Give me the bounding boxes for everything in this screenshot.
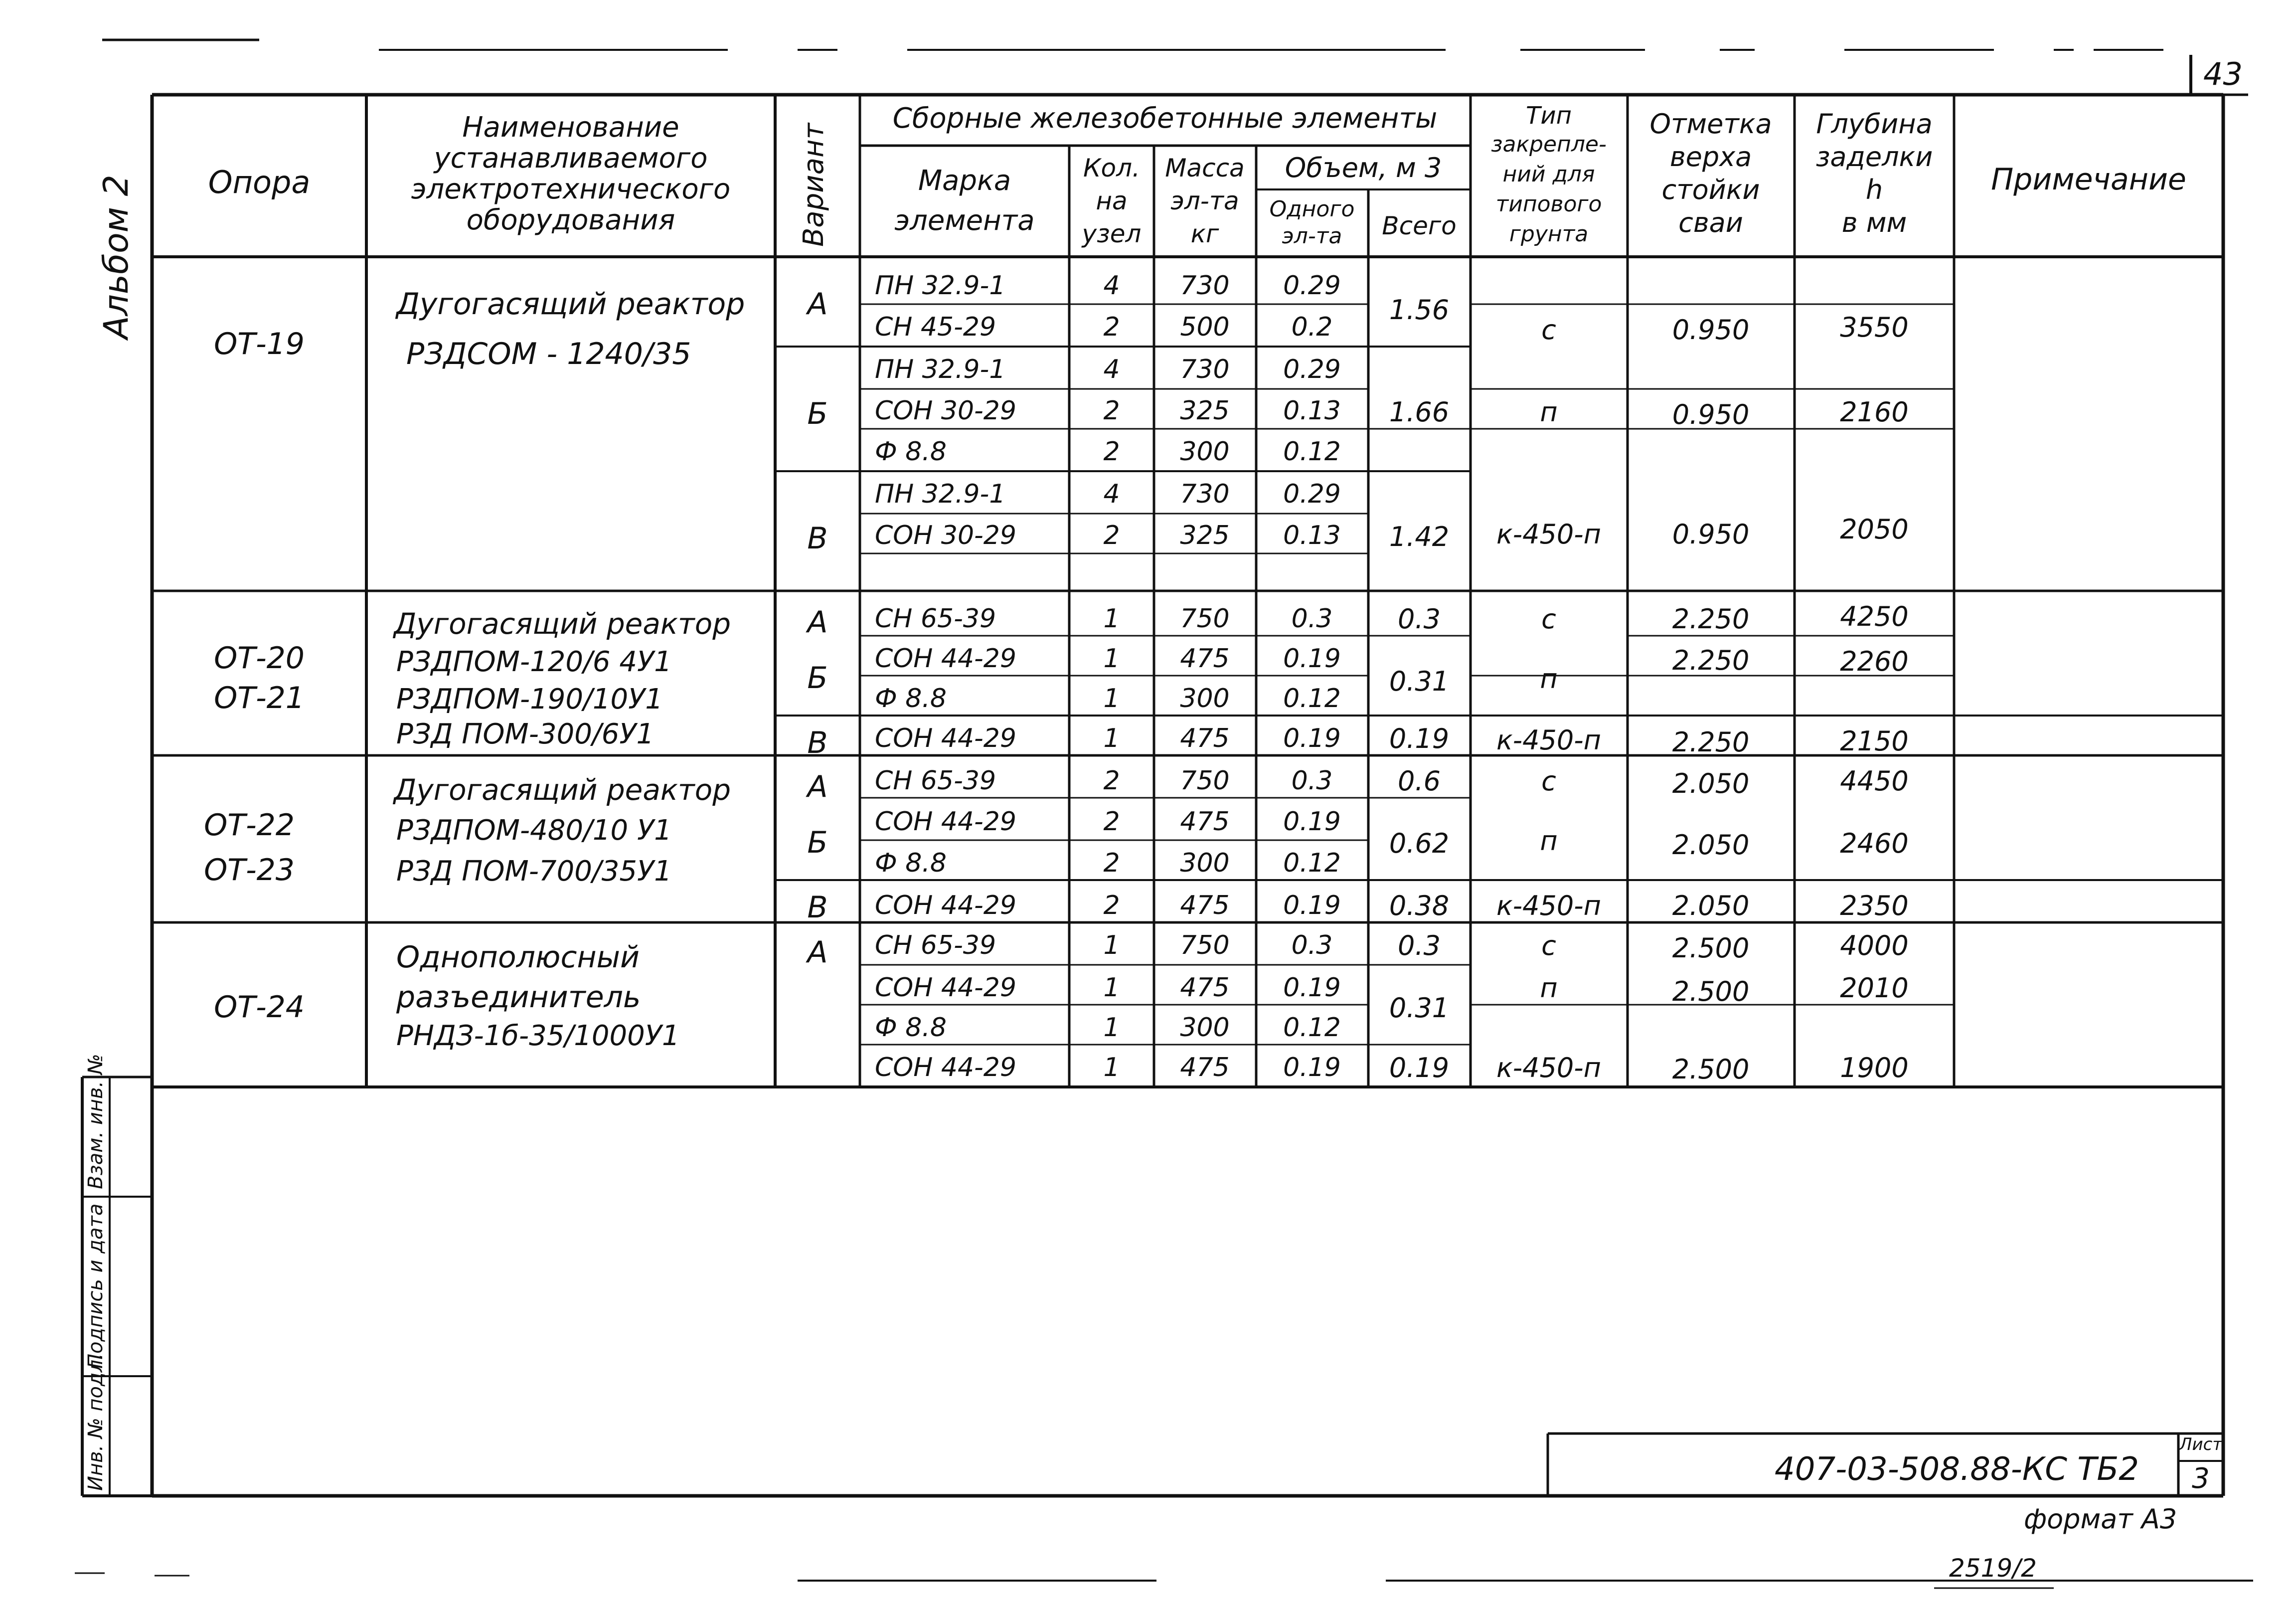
cell-odnogo: 0.29: [1283, 271, 1341, 301]
cell-vsego: 1.66: [1389, 396, 1450, 428]
header-marka-2: элемента: [894, 204, 1035, 237]
cell-otmetka: 2.050: [1672, 890, 1750, 921]
cell-odnogo: 0.3: [1291, 930, 1333, 960]
variant-letter: Б: [807, 825, 828, 860]
equipment-line: Дугогасящий реактор: [396, 287, 745, 322]
cell-massa: 750: [1180, 604, 1230, 634]
cell-glubina: 2460: [1840, 828, 1909, 859]
cell-kol: 2: [1103, 396, 1120, 426]
equipment-line: РЗДСОМ - 1240/35: [406, 337, 691, 371]
variant-letter: Б: [807, 396, 828, 431]
page-number: 43: [2203, 56, 2243, 92]
cell-otmetka: 0.950: [1672, 314, 1750, 346]
cell-vsego: 0.6: [1398, 765, 1441, 797]
cell-vsego: 0.3: [1398, 930, 1441, 961]
cell-tip: п: [1540, 825, 1558, 857]
cell-marka: СОН 44-29: [875, 723, 1016, 753]
cell-vsego: 0.19: [1389, 1052, 1450, 1083]
cell-kol: 2: [1103, 766, 1120, 796]
doc-code: 407-03-508.88-КС ТБ2: [1775, 1451, 2139, 1488]
cell-marka: СОН 44-29: [875, 973, 1016, 1003]
cell-massa: 475: [1180, 1053, 1230, 1082]
cell-otmetka: 0.950: [1672, 519, 1750, 550]
header-primechanie: Примечание: [1991, 162, 2186, 197]
cell-massa: 300: [1180, 437, 1230, 467]
header-tip-1: Тип: [1526, 102, 1572, 130]
cell-otmetka: 2.250: [1672, 726, 1750, 758]
cell-marka: СН 45-29: [875, 312, 996, 342]
format-label: формат А3: [2024, 1503, 2177, 1535]
cell-kol: 2: [1103, 521, 1120, 550]
header-glubina-1: Глубина: [1816, 108, 1933, 140]
cell-otmetka: 2.500: [1672, 976, 1750, 1007]
cell-vsego: 0.19: [1389, 723, 1450, 754]
cell-massa: 475: [1180, 807, 1230, 837]
cell-otmetka: 2.050: [1672, 768, 1750, 799]
sheet-number: 3: [2192, 1462, 2210, 1495]
cell-marka: Ф 8.8: [875, 848, 947, 878]
equipment-line: РЗД ПОМ-300/6У1: [396, 718, 655, 750]
variant-letter: Б: [807, 661, 828, 696]
album-label: Альбом 2: [97, 175, 136, 339]
cell-odnogo: 0.19: [1283, 644, 1341, 674]
cell-odnogo: 0.19: [1283, 723, 1341, 753]
header-tip-3: ний для: [1502, 162, 1595, 187]
cell-marka: СОН 44-29: [875, 644, 1016, 674]
header-naim-1: Наименование: [462, 111, 679, 144]
variant-letter: В: [807, 521, 828, 556]
equipment-line: Однополюсный: [396, 940, 640, 975]
cell-marka: СН 65-39: [875, 766, 996, 796]
cell-vsego: 0.38: [1389, 890, 1450, 921]
cell-vsego: 0.62: [1389, 828, 1450, 859]
cell-vsego: 1.56: [1389, 294, 1450, 326]
cell-otmetka: 2.050: [1672, 829, 1750, 861]
cell-tip: п: [1540, 396, 1558, 428]
header-vsego: Всего: [1382, 211, 1457, 240]
opora-ot21: ОТ-21: [214, 681, 305, 716]
cell-marka: СН 65-39: [875, 604, 996, 634]
cell-otmetka: 0.950: [1672, 399, 1750, 430]
cell-massa: 300: [1180, 848, 1230, 878]
cell-marka: Ф 8.8: [875, 684, 947, 714]
cell-massa: 750: [1180, 766, 1230, 796]
header-naim-4: оборудования: [466, 204, 675, 236]
cell-glubina: 2260: [1840, 646, 1909, 677]
cell-marka: ПН 32.9-1: [875, 355, 1006, 384]
cell-marka: СН 65-39: [875, 930, 996, 960]
cell-massa: 325: [1180, 521, 1230, 550]
header-naim-3: электротехнического: [411, 173, 731, 205]
cell-massa: 300: [1180, 684, 1230, 714]
header-glubina-4: в мм: [1841, 207, 1907, 238]
equipment-line: разъединитель: [396, 980, 641, 1015]
cell-glubina: 2160: [1840, 396, 1909, 428]
cell-odnogo: 0.29: [1283, 355, 1341, 384]
cell-odnogo: 0.19: [1283, 1053, 1341, 1082]
cell-odnogo: 0.12: [1283, 848, 1341, 878]
header-marka-1: Марка: [918, 165, 1011, 197]
cell-massa: 300: [1180, 1013, 1230, 1043]
header-otmetka-4: сваи: [1678, 207, 1743, 238]
cell-massa: 475: [1180, 723, 1230, 753]
cell-marka: ПН 32.9-1: [875, 271, 1006, 301]
cell-glubina: 3550: [1840, 312, 1909, 343]
header-massa-3: кг: [1190, 219, 1219, 248]
cell-odnogo: 0.12: [1283, 684, 1341, 714]
cell-kol: 2: [1103, 848, 1120, 878]
equipment-line: РЗДПОМ-120/6 4У1: [396, 646, 672, 678]
cell-otmetka: 2.250: [1672, 603, 1750, 635]
header-variant: Вариант: [798, 123, 830, 247]
opora-ot19: ОТ-19: [214, 327, 305, 361]
header-tip-5: грунта: [1509, 221, 1589, 247]
cell-massa: 750: [1180, 930, 1230, 960]
cell-odnogo: 0.13: [1283, 396, 1341, 426]
cell-kol: 1: [1103, 1013, 1120, 1043]
cell-glubina: 2050: [1840, 514, 1909, 545]
cell-kol: 1: [1103, 1053, 1120, 1082]
cell-massa: 475: [1180, 644, 1230, 674]
cell-kol: 1: [1103, 644, 1120, 674]
equipment-line: РНДЗ-1б-35/1000У1: [396, 1020, 680, 1052]
opora-ot24: ОТ-24: [214, 990, 305, 1025]
cell-vsego: 1.42: [1389, 521, 1450, 552]
sheet-label: Лист: [2179, 1435, 2223, 1454]
cell-tip: к-450-п: [1496, 890, 1601, 921]
cell-marka: Ф 8.8: [875, 1013, 947, 1043]
opora-ot20: ОТ-20: [214, 641, 305, 676]
cell-otmetka: 2.500: [1672, 932, 1750, 964]
cell-kol: 2: [1103, 312, 1120, 342]
cell-vsego: 0.31: [1389, 666, 1450, 697]
header-odnogo-1: Одного: [1269, 196, 1355, 222]
variant-letter: А: [807, 287, 828, 322]
opora-ot23: ОТ-23: [204, 853, 295, 888]
cell-marka: ПН 32.9-1: [875, 479, 1006, 509]
cell-kol: 4: [1103, 355, 1120, 384]
cell-tip: к-450-п: [1496, 1052, 1601, 1083]
header-otmetka-1: Отметка: [1649, 108, 1772, 140]
header-massa-1: Масса: [1165, 154, 1245, 182]
cell-massa: 730: [1180, 479, 1230, 509]
header-massa-2: эл-та: [1170, 186, 1239, 215]
cell-massa: 475: [1180, 973, 1230, 1003]
cell-odnogo: 0.19: [1283, 973, 1341, 1003]
cell-massa: 730: [1180, 271, 1230, 301]
cell-tip: с: [1541, 930, 1556, 961]
cell-kol: 2: [1103, 807, 1120, 837]
cell-tip: с: [1541, 603, 1556, 635]
header-kol-2: на: [1096, 186, 1128, 215]
cell-otmetka: 2.250: [1672, 645, 1750, 676]
cell-odnogo: 0.19: [1283, 891, 1341, 920]
cell-tip: с: [1541, 314, 1556, 346]
header-naim-2: устанавливаемого: [434, 142, 708, 175]
cell-marka: СОН 44-29: [875, 807, 1016, 837]
cell-glubina: 1900: [1840, 1052, 1909, 1083]
cell-vsego: 0.31: [1389, 992, 1450, 1024]
cell-kol: 2: [1103, 437, 1120, 467]
cell-odnogo: 0.12: [1283, 1013, 1341, 1043]
equipment-line: РЗДПОМ-480/10 У1: [396, 814, 672, 847]
header-odnogo-2: эл-та: [1282, 223, 1342, 249]
cell-kol: 1: [1103, 723, 1120, 753]
opora-ot22: ОТ-22: [204, 808, 295, 843]
cell-massa: 730: [1180, 355, 1230, 384]
header-glubina-2: заделки: [1815, 141, 1933, 173]
cell-odnogo: 0.29: [1283, 479, 1341, 509]
cell-tip: п: [1540, 663, 1558, 695]
cell-marka: СОН 30-29: [875, 521, 1016, 550]
header-tip-2: закрепле-: [1491, 132, 1607, 157]
cell-glubina: 4450: [1840, 765, 1909, 797]
cell-kol: 4: [1103, 271, 1120, 301]
cell-tip: с: [1541, 765, 1556, 797]
cell-vsego: 0.3: [1398, 603, 1441, 635]
cell-kol: 1: [1103, 930, 1120, 960]
cell-massa: 500: [1180, 312, 1230, 342]
cell-odnogo: 0.13: [1283, 521, 1341, 550]
stamp-inv-podl: Инв. № подл.: [84, 1353, 107, 1491]
equipment-line: РЗДПОМ-190/10У1: [396, 683, 663, 716]
cell-marka: СОН 44-29: [875, 1053, 1016, 1082]
equipment-line: Дугогасящий реактор: [394, 607, 731, 641]
cell-glubina: 4000: [1840, 930, 1909, 961]
cell-massa: 475: [1180, 891, 1230, 920]
variant-letter: В: [807, 725, 828, 760]
cell-tip: к-450-п: [1496, 724, 1601, 756]
equipment-line: РЗД ПОМ-700/35У1: [396, 855, 672, 888]
header-kol-1: Кол.: [1083, 154, 1140, 182]
cell-odnogo: 0.12: [1283, 437, 1341, 467]
stamp-podpis-data: Подпись и дата: [84, 1203, 107, 1369]
header-kol-3: узел: [1082, 219, 1142, 248]
cell-odnogo: 0.3: [1291, 766, 1333, 796]
header-sbornye: Сборные железобетонные элементы: [892, 102, 1438, 135]
cell-kol: 1: [1103, 604, 1120, 634]
variant-letter: А: [807, 605, 828, 640]
cell-otmetka: 2.500: [1672, 1054, 1750, 1085]
header-opora: Опора: [208, 164, 311, 200]
bottom-code: 2519/2: [1949, 1554, 2037, 1583]
cell-kol: 1: [1103, 684, 1120, 714]
variant-letter: А: [807, 935, 828, 970]
cell-odnogo: 0.3: [1291, 604, 1333, 634]
stamp-vzam-inv: Взам. инв. №: [84, 1054, 107, 1189]
cell-marka: СОН 44-29: [875, 891, 1016, 920]
header-glubina-3: h: [1865, 174, 1883, 205]
equipment-line: Дугогасящий реактор: [394, 773, 731, 807]
cell-glubina: 4250: [1840, 601, 1909, 632]
cell-massa: 325: [1180, 396, 1230, 426]
cell-glubina: 2150: [1840, 725, 1909, 757]
cell-marka: Ф 8.8: [875, 437, 947, 467]
cell-kol: 2: [1103, 891, 1120, 920]
cell-odnogo: 0.19: [1283, 807, 1341, 837]
header-otmetka-2: верха: [1669, 141, 1752, 173]
header-obem: Объем, м 3: [1285, 152, 1442, 183]
cell-kol: 4: [1103, 479, 1120, 509]
variant-letter: А: [807, 769, 828, 804]
header-otmetka-3: стойки: [1661, 174, 1760, 205]
variant-letter: В: [807, 890, 828, 925]
cell-kol: 1: [1103, 973, 1120, 1003]
cell-glubina: 2350: [1840, 890, 1909, 921]
cell-odnogo: 0.2: [1291, 312, 1333, 342]
cell-glubina: 2010: [1840, 972, 1909, 1004]
cell-tip: п: [1540, 972, 1558, 1004]
cell-tip: к-450-п: [1496, 519, 1601, 550]
header-tip-4: типового: [1495, 191, 1602, 217]
cell-marka: СОН 30-29: [875, 396, 1016, 426]
